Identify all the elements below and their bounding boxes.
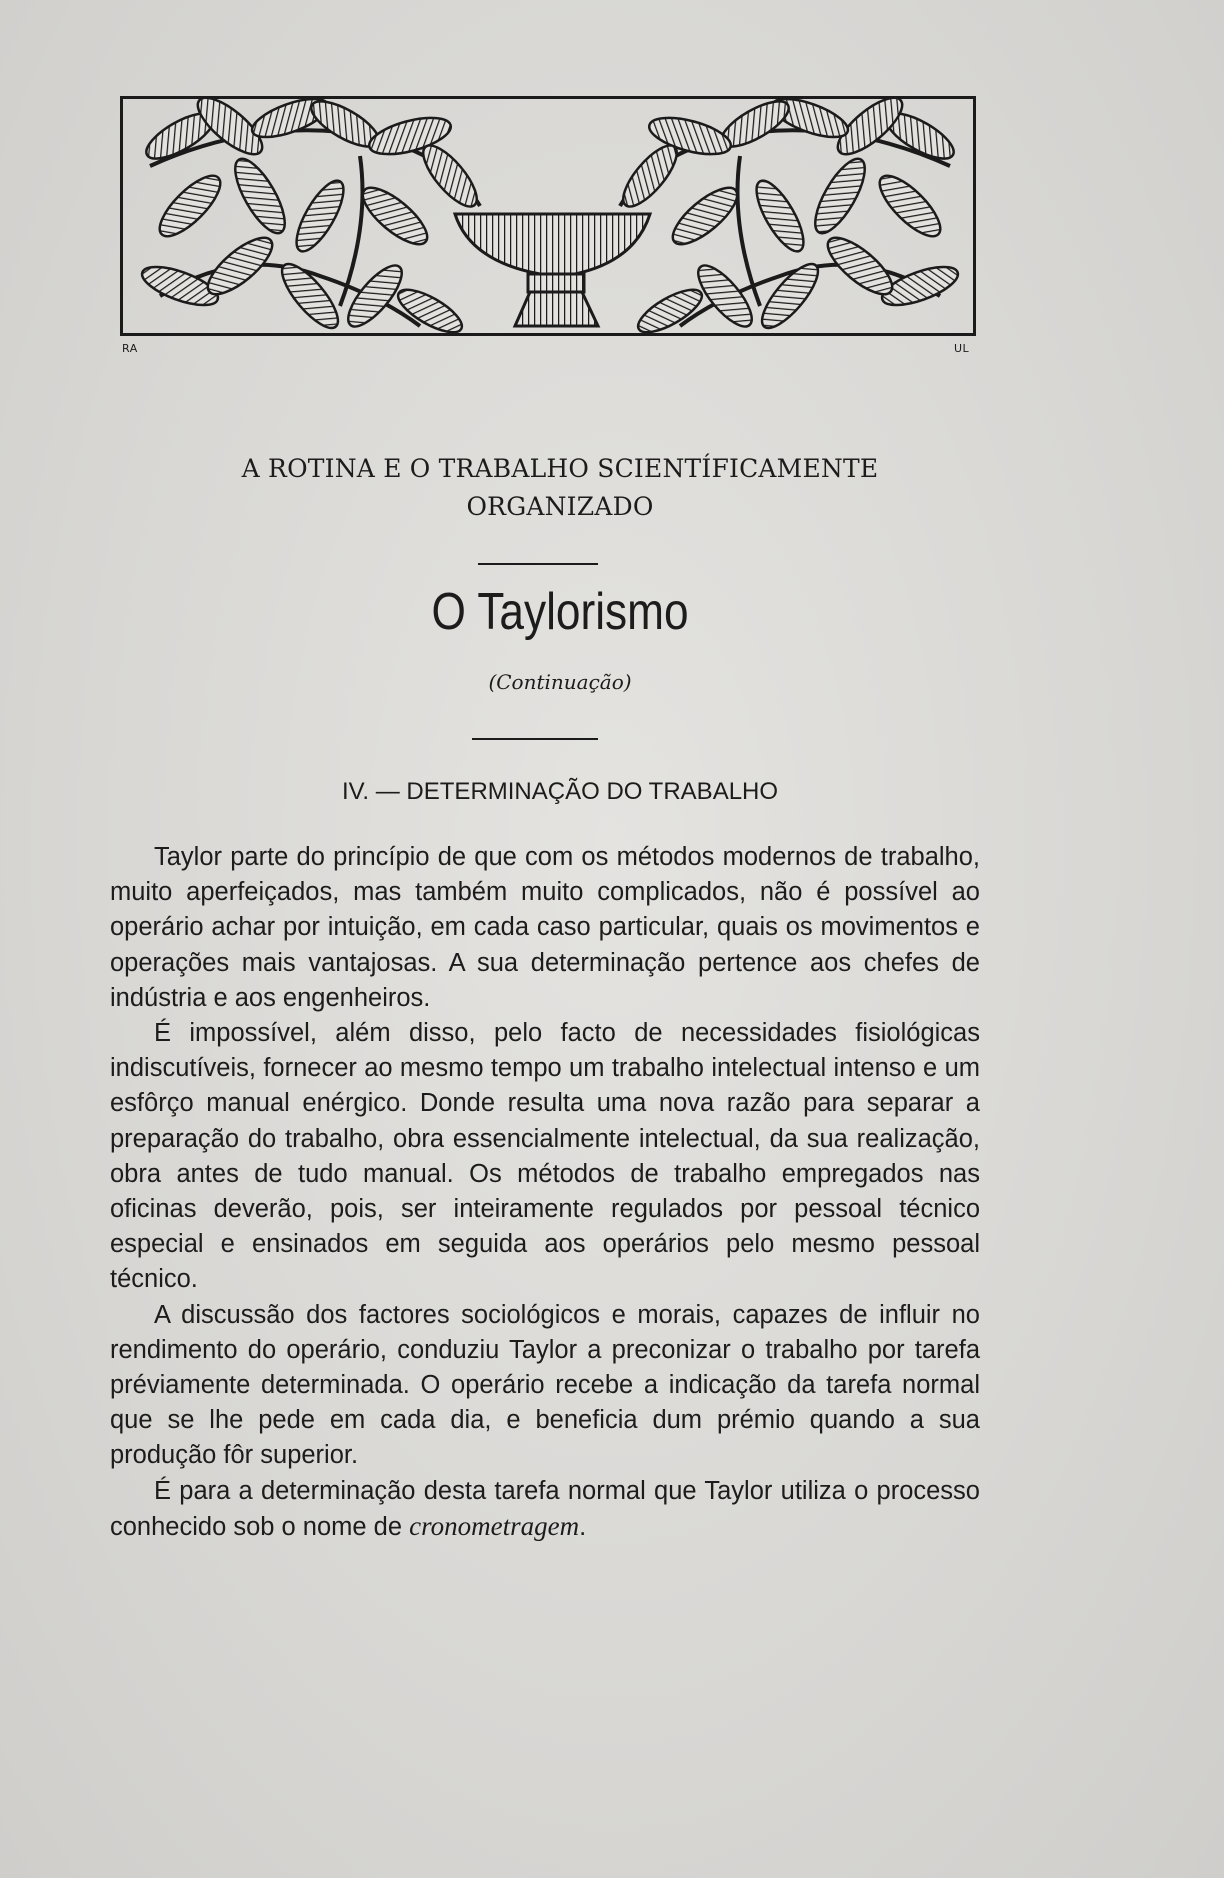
paragraph: É impossível, além disso, pelo facto de necessidades fisiológicas indiscutíveis, fornecer ao mesmo tempo um trabalho intelectual intenso e um esfôrço manual enérgico. Donde resulta uma nova razão para separar a preparação do trabalho, obra essencialmente intelectual, da sua realização, obra antes de tudo manual. Os métodos de trabalho empregados nas oficinas deverão, pois, ser inteiramente regulados por pessoal técnico especial e ensinados em seguida aos operários pelo mesmo pessoal técnico.: [110, 1019, 980, 1294]
continuation-label: (Continuação): [488, 670, 632, 694]
ornament-signature-right: UL: [954, 342, 970, 355]
body-text: [110, 840, 980, 1545]
decorative-header-ornament: [120, 96, 980, 346]
paragraph-end: .: [579, 1512, 587, 1541]
laurel-vase-icon: [120, 96, 980, 346]
ornament-signature-left: RA: [122, 342, 138, 355]
divider-rule: [472, 738, 598, 740]
article-heading-line1: A ROTINA E O TRABALHO SCIENTÍFICAMENTE: [241, 454, 879, 483]
paragraph: A discussão dos factores sociológicos e morais, capazes de influir no rendimento do operário, conduziu Taylor a preconizar o trabalho por tarefa préviamente determinada. O operário recebe a indicação da tarefa normal que se lhe pede em cada dia, e beneficia dum prémio quando a sua produção fôr superior.: [110, 1300, 980, 1470]
page-title: O Taylorismo: [431, 583, 689, 641]
section-title: IV. — DETERMINAÇÃO DO TRABALHO: [341, 778, 779, 805]
emphasis-term: cronometragem: [409, 1510, 580, 1541]
paragraph-text: É para a determinação desta tarefa normal que Taylor utiliza o processo conhecido sob o nome de: [110, 1476, 980, 1541]
paragraph: [110, 1474, 980, 1545]
article-heading-line2: ORGANIZADO: [466, 492, 654, 521]
divider-rule: [478, 563, 598, 565]
paragraph: Taylor parte do princípio de que com os métodos modernos de trabalho, muito aperfeiçados, mas também muito complicados, não é possível ao operário achar por intuição, em cada caso particular, quais os movimentos e operações mais vantajosas. A sua determinação pertence aos chefes de indústria e aos engenheiros.: [110, 843, 980, 1012]
